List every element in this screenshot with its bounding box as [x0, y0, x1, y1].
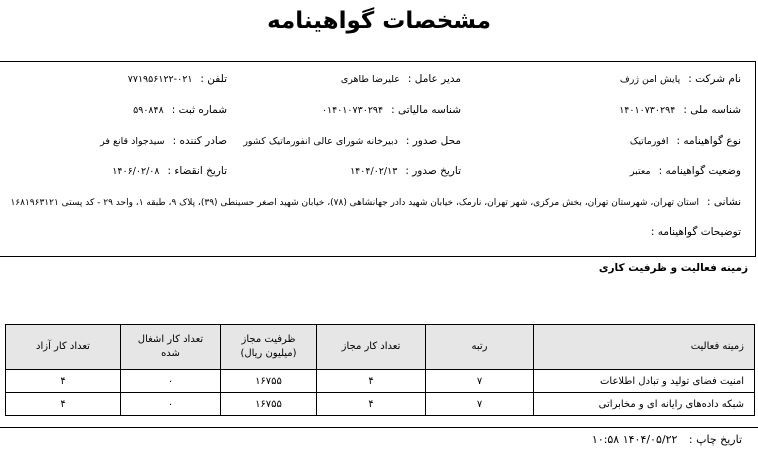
issuer-field: [100, 135, 227, 147]
header-free-jobs: تعداد کار آزاد: [6, 325, 121, 370]
issue-place-label: محل صدور :: [405, 135, 461, 147]
cell-field: شبکه داده‌های رایانه ای و مخابراتی: [534, 393, 755, 416]
activity-table: [5, 324, 755, 416]
issue-date-field: [350, 165, 461, 177]
expire-date-field: [112, 165, 227, 177]
table-row: [6, 393, 755, 416]
header-rank: رتبه: [426, 325, 534, 370]
expire-date-label: تاریخ انقضاء :: [167, 165, 227, 177]
table-row: [6, 370, 755, 393]
expire-date-value: ۱۴۰۶/۰۲/۰۸: [112, 166, 160, 177]
header-jobs-in-progress: تعداد کار اشغال شده: [121, 325, 221, 370]
address-field: [10, 196, 741, 208]
cell-capacity: ۱۶۷۵۵: [221, 393, 317, 416]
manager-label: مدیر عامل :: [407, 73, 461, 85]
cert-type-value: افورماتیک: [629, 136, 669, 147]
cell-free-jobs: ۴: [6, 393, 121, 416]
issue-date-label: تاریخ صدور :: [405, 165, 461, 177]
company-name-value: پایش امن ژرف: [619, 74, 681, 85]
manager-value: علیرضا طاهری: [340, 74, 400, 85]
address-value: استان تهران، شهرستان تهران، بخش مرکزی، شهر تهران، نارمک، خیابان شهید دادر جهانشاهی (۷۸)، خیابان شهید اصغر حسینطی (۳۹)، پلاک ۹، طبقه ۱، واحد ۲۹ - کد پستی ۱۶۸۱۹۶۳۱۲۱: [10, 198, 699, 208]
header-capacity: ظرفیت مجاز (میلیون ریال): [221, 325, 317, 370]
cell-field: امنیت فضای تولید و تبادل اطلاعات: [534, 370, 755, 393]
certificate-info-box: [0, 61, 756, 257]
description-field: [651, 226, 741, 238]
cell-capacity: ۱۶۷۵۵: [221, 370, 317, 393]
cell-jobs-in-progress: ۰: [121, 393, 221, 416]
print-divider: [0, 427, 758, 428]
cell-jobs-in-progress: ۰: [121, 370, 221, 393]
tax-id-field: [322, 104, 461, 116]
company-name-field: [620, 73, 741, 85]
table-header-row: [6, 325, 755, 370]
status-field: [630, 165, 741, 177]
status-label: وضعیت گواهینامه :: [658, 165, 741, 177]
phone-value: ۰۲۱-۷۷۱۹۵۶۱۲۲: [127, 74, 193, 85]
print-date-label: تاریخ چاپ :: [688, 433, 742, 446]
tax-id-value: ۰۱۴۰۱۰۷۳۰۲۹۴: [321, 105, 384, 116]
page-title: مشخصات گواهینامه: [267, 8, 491, 34]
cell-free-jobs: ۴: [6, 370, 121, 393]
cert-type-label: نوع گواهینامه :: [676, 135, 741, 147]
cell-rank: ۷: [426, 393, 534, 416]
status-value: معتبر: [629, 166, 651, 177]
phone-field: [128, 73, 227, 85]
phone-label: تلفن :: [200, 73, 227, 85]
reg-no-value: ۵۹۰۸۴۸: [133, 105, 164, 116]
activity-section-title: زمینه فعالیت و ظرفیت کاری: [598, 262, 748, 274]
header-allowed-jobs: تعداد کار مجاز: [317, 325, 426, 370]
issuer-value: سیدجواد قانع فر: [100, 136, 165, 147]
national-id-value: ۱۴۰۱۰۷۳۰۲۹۴: [619, 105, 676, 116]
manager-field: [341, 73, 461, 85]
description-label: توضیحات گواهینامه :: [650, 226, 741, 238]
national-id-field: [619, 104, 741, 116]
tax-id-label: شناسه مالیاتی :: [391, 104, 461, 116]
reg-no-field: [133, 104, 227, 116]
address-label: نشانی :: [706, 196, 741, 208]
cell-rank: ۷: [426, 370, 534, 393]
reg-no-label: شماره ثبت :: [171, 104, 227, 116]
issue-date-value: ۱۴۰۴/۰۲/۱۳: [350, 166, 398, 177]
print-date-value: ۱۴۰۴/۰۵/۲۲ ۱۰:۵۸: [591, 433, 678, 446]
cert-type-field: [630, 135, 741, 147]
national-id-label: شناسه ملی :: [683, 104, 741, 116]
issuer-label: صادر کننده :: [172, 135, 227, 147]
cell-allowed-jobs: ۴: [317, 393, 426, 416]
issue-place-field: [243, 135, 461, 147]
company-name-label: نام شرکت :: [688, 73, 741, 85]
header-field: زمینه فعالیت: [534, 325, 755, 370]
issue-place-value: دبیرخانه شورای عالی انفورماتیک کشور: [243, 136, 398, 147]
cell-allowed-jobs: ۴: [317, 370, 426, 393]
print-date-field: [592, 433, 742, 446]
